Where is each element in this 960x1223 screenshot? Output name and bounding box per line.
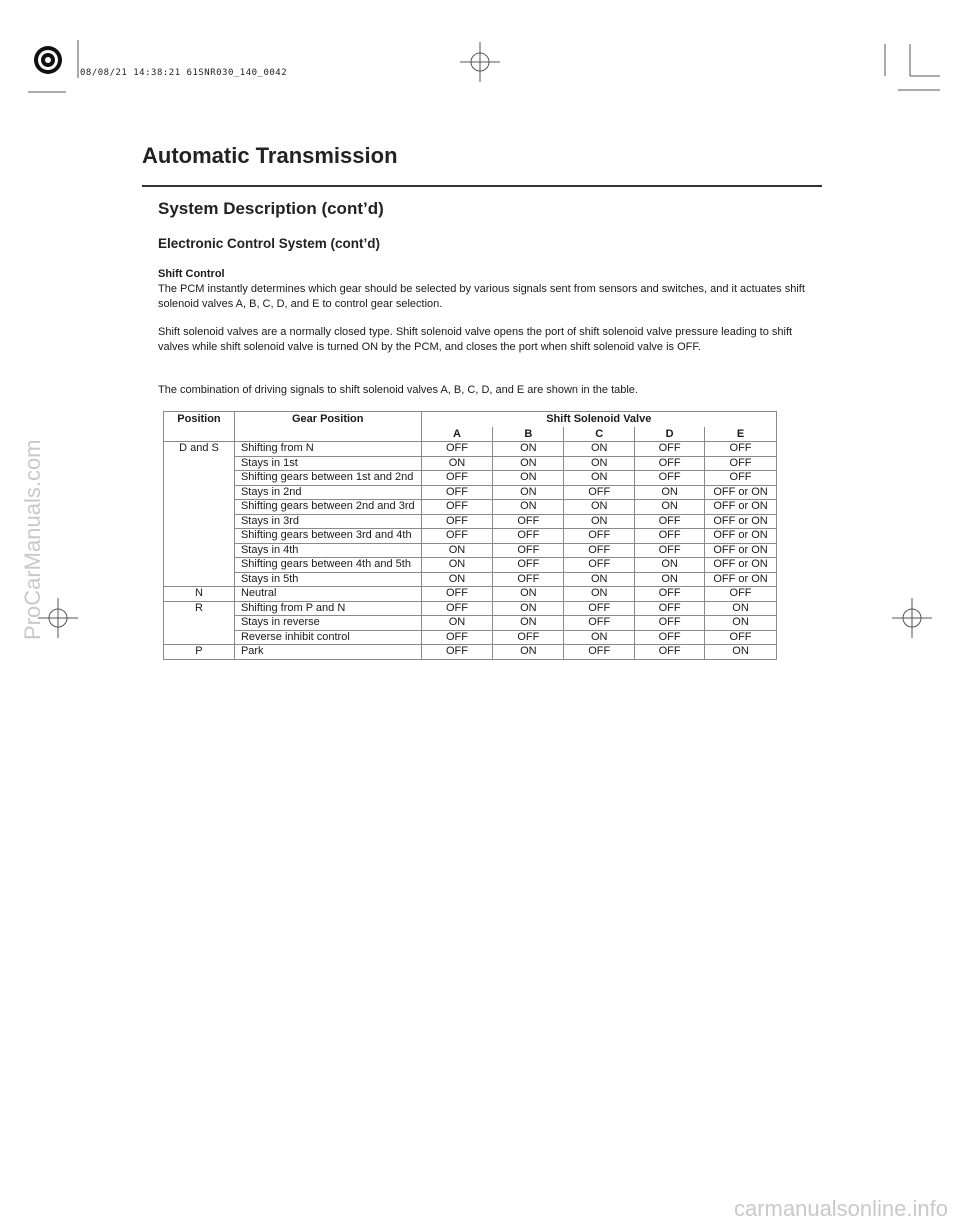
cell-valve-d: OFF [635, 456, 705, 471]
cell-position [164, 500, 235, 515]
cell-position [164, 529, 235, 544]
cell-valve-e: OFF [705, 456, 777, 471]
table-row [164, 529, 777, 544]
cell-position [164, 616, 235, 631]
header-gear-blank [234, 427, 421, 442]
cell-position: N [164, 587, 235, 602]
cell-valve-d: OFF [635, 601, 705, 616]
cell-valve-a: ON [421, 456, 493, 471]
table-row [164, 601, 777, 616]
cell-valve-c: ON [564, 587, 635, 602]
cell-valve-c: OFF [564, 601, 635, 616]
cell-valve-b: OFF [493, 630, 564, 645]
cell-valve-b: ON [493, 601, 564, 616]
cell-valve-c: ON [564, 442, 635, 457]
cell-valve-e: ON [705, 616, 777, 631]
cell-position [164, 456, 235, 471]
cell-position [164, 558, 235, 573]
cell-valve-e: OFF [705, 442, 777, 457]
cell-valve-a: ON [421, 616, 493, 631]
cell-valve-d: ON [635, 485, 705, 500]
header-shift-solenoid-valve: Shift Solenoid Valve [421, 412, 776, 427]
cell-valve-a: OFF [421, 587, 493, 602]
print-stamp: 08/08/21 14:38:21 61SNR030_140_0042 [80, 68, 288, 78]
cell-valve-a: OFF [421, 529, 493, 544]
cell-valve-e: OFF [705, 471, 777, 486]
header-valve-c: C [564, 427, 635, 442]
cell-position [164, 514, 235, 529]
cell-valve-a: OFF [421, 630, 493, 645]
cell-gear-position: Shifting gears between 1st and 2nd [234, 471, 421, 486]
header-position: Position [164, 412, 235, 427]
cell-valve-d: ON [635, 572, 705, 587]
cell-valve-c: OFF [564, 616, 635, 631]
cell-valve-b: ON [493, 645, 564, 660]
header-position-blank [164, 427, 235, 442]
header-valve-e: E [705, 427, 777, 442]
cell-gear-position: Stays in 5th [234, 572, 421, 587]
table-row [164, 485, 777, 500]
table-row [164, 558, 777, 573]
cell-valve-e: ON [705, 645, 777, 660]
cell-valve-c: OFF [564, 558, 635, 573]
cell-position: D and S [164, 442, 235, 457]
cell-gear-position: Stays in 2nd [234, 485, 421, 500]
subtitle: System Description (cont’d) [158, 199, 384, 218]
header-gear-position: Gear Position [234, 412, 421, 427]
cell-valve-b: ON [493, 485, 564, 500]
watermark-bottom: carmanualsonline.info [733, 1196, 948, 1221]
cell-gear-position: Stays in 4th [234, 543, 421, 558]
cell-position [164, 630, 235, 645]
cell-valve-b: OFF [493, 543, 564, 558]
cell-valve-e: OFF [705, 587, 777, 602]
cell-valve-e: OFF or ON [705, 500, 777, 515]
cell-valve-c: ON [564, 514, 635, 529]
cell-gear-position: Park [234, 645, 421, 660]
paragraph-2: Shift solenoid valves are a normally closed type. Shift solenoid valve opens the port of shift solenoid valve pressure leading to shift valves while shift solenoid valve is turned ON by the PCM, and closes the port when shift solenoid valve is OFF. [158, 326, 793, 353]
paragraph-3: The combination of driving signals to shift solenoid valves A, B, C, D, and E are shown in the table. [158, 384, 638, 396]
cell-gear-position: Shifting from P and N [234, 601, 421, 616]
cell-valve-e: OFF or ON [705, 543, 777, 558]
title-rule [142, 185, 822, 187]
cell-valve-c: ON [564, 630, 635, 645]
table-row [164, 456, 777, 471]
cell-valve-b: ON [493, 587, 564, 602]
cell-valve-c: OFF [564, 645, 635, 660]
cell-valve-d: OFF [635, 471, 705, 486]
cell-valve-b: OFF [493, 572, 564, 587]
table-row [164, 587, 777, 602]
shift-control-heading: Shift Control [158, 268, 225, 280]
cell-valve-b: ON [493, 616, 564, 631]
cell-valve-c: ON [564, 572, 635, 587]
table-row [164, 442, 777, 457]
cell-valve-b: ON [493, 500, 564, 515]
cell-gear-position: Neutral [234, 587, 421, 602]
crosshair-mark-right [892, 598, 932, 638]
cell-gear-position: Stays in 1st [234, 456, 421, 471]
cell-position [164, 543, 235, 558]
cell-valve-d: OFF [635, 529, 705, 544]
cell-valve-a: ON [421, 558, 493, 573]
cell-gear-position: Stays in reverse [234, 616, 421, 631]
cell-position [164, 572, 235, 587]
cell-position: P [164, 645, 235, 660]
cell-valve-b: OFF [493, 529, 564, 544]
cell-valve-e: OFF or ON [705, 514, 777, 529]
cell-valve-d: OFF [635, 442, 705, 457]
table-row [164, 572, 777, 587]
cell-valve-d: OFF [635, 616, 705, 631]
cell-valve-a: ON [421, 572, 493, 587]
cell-gear-position: Shifting gears between 3rd and 4th [234, 529, 421, 544]
cell-valve-c: ON [564, 456, 635, 471]
watermark-side: ProCarManuals.com [20, 439, 45, 640]
cell-position: R [164, 601, 235, 616]
cell-valve-d: ON [635, 500, 705, 515]
cell-valve-a: OFF [421, 485, 493, 500]
cell-valve-c: OFF [564, 529, 635, 544]
cell-valve-c: ON [564, 471, 635, 486]
cell-valve-a: OFF [421, 645, 493, 660]
crop-mark-top-right [880, 44, 940, 94]
cell-gear-position: Stays in 3rd [234, 514, 421, 529]
cell-valve-a: OFF [421, 500, 493, 515]
cell-position [164, 471, 235, 486]
cell-valve-c: ON [564, 500, 635, 515]
cell-valve-a: OFF [421, 471, 493, 486]
cell-valve-a: ON [421, 543, 493, 558]
cell-valve-d: OFF [635, 587, 705, 602]
cell-valve-a: OFF [421, 514, 493, 529]
table-row [164, 645, 777, 660]
section-title: Automatic Transmission [142, 143, 398, 168]
cell-valve-d: OFF [635, 543, 705, 558]
cell-valve-e: OFF [705, 630, 777, 645]
cell-valve-b: ON [493, 456, 564, 471]
table-row [164, 514, 777, 529]
cell-valve-b: OFF [493, 514, 564, 529]
table-row [164, 543, 777, 558]
cell-valve-d: OFF [635, 514, 705, 529]
cell-gear-position: Reverse inhibit control [234, 630, 421, 645]
crosshair-mark-top [460, 42, 500, 82]
cell-valve-c: OFF [564, 543, 635, 558]
shift-solenoid-table [163, 411, 777, 660]
cell-valve-a: OFF [421, 442, 493, 457]
cell-valve-b: OFF [493, 558, 564, 573]
header-valve-b: B [493, 427, 564, 442]
cell-valve-e: OFF or ON [705, 572, 777, 587]
table-row [164, 630, 777, 645]
cell-valve-e: OFF or ON [705, 485, 777, 500]
cell-valve-e: OFF or ON [705, 558, 777, 573]
subsection-title: Electronic Control System (cont’d) [158, 236, 381, 251]
cell-valve-d: OFF [635, 645, 705, 660]
cell-valve-d: OFF [635, 630, 705, 645]
paragraph-1: The PCM instantly determines which gear should be selected by various signals sent from sensors and switches, and it actuates shift solenoid valves A, B, C, D, and E to control gear selection. [158, 283, 805, 310]
cell-gear-position: Shifting from N [234, 442, 421, 457]
table-row [164, 500, 777, 515]
header-valve-a: A [421, 427, 493, 442]
cell-valve-d: ON [635, 558, 705, 573]
cell-valve-e: ON [705, 601, 777, 616]
cell-valve-b: ON [493, 442, 564, 457]
header-valve-d: D [635, 427, 705, 442]
cell-valve-a: OFF [421, 601, 493, 616]
cell-valve-e: OFF or ON [705, 529, 777, 544]
cell-gear-position: Shifting gears between 4th and 5th [234, 558, 421, 573]
cell-position [164, 485, 235, 500]
cell-valve-b: ON [493, 471, 564, 486]
table-row [164, 471, 777, 486]
cell-gear-position: Shifting gears between 2nd and 3rd [234, 500, 421, 515]
cell-valve-c: OFF [564, 485, 635, 500]
table-row [164, 616, 777, 631]
